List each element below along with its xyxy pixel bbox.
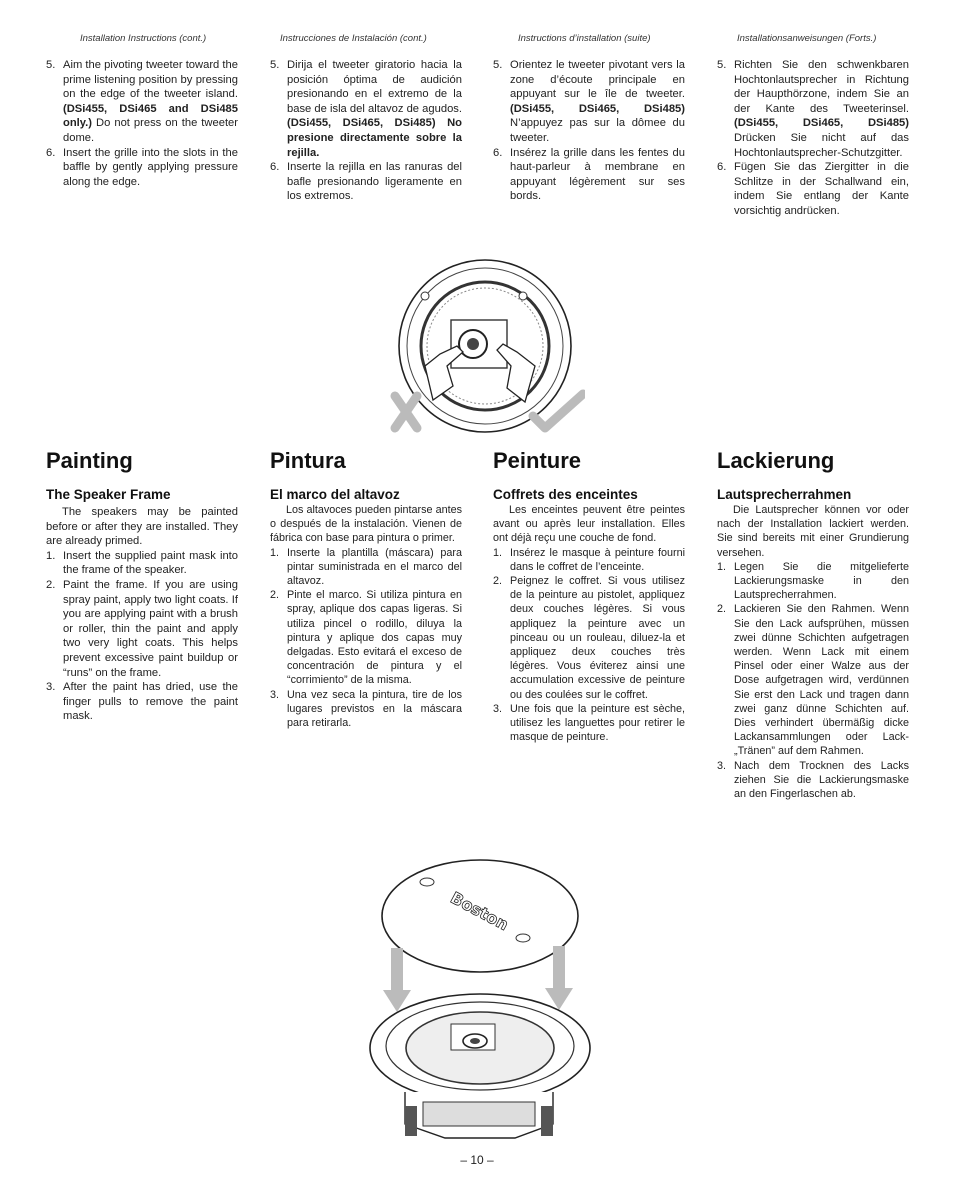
step-number: 3. xyxy=(493,702,503,715)
list-item xyxy=(717,602,909,758)
step-bold-text: (DSi455, DSi465 and DSi485 only.) xyxy=(63,102,238,130)
list-item xyxy=(46,680,238,724)
step-number: 1. xyxy=(493,546,503,559)
list-item xyxy=(46,58,238,146)
boston-logo: Boston xyxy=(447,888,512,935)
step-text: Dirija el tweeter giratorio hacia la posición óptima de audición presionando en el extremo de la base de isla del altavoz de agudos. xyxy=(287,59,462,115)
install-steps-en xyxy=(46,58,238,189)
subtitle-fr: Coffrets des enceintes xyxy=(493,487,638,502)
install-list-fr xyxy=(493,58,685,204)
list-item xyxy=(270,588,462,687)
subtitle-de: Lautsprecherrahmen xyxy=(717,487,852,502)
step-number: 1. xyxy=(717,560,727,573)
step-number: 6. xyxy=(270,161,280,174)
painting-es xyxy=(270,503,462,730)
step-text: After the paint has dried, use the finger pulls to remove the paint mask. xyxy=(63,681,238,723)
install-list-en xyxy=(46,58,238,189)
step-text: Una vez seca la pintura, tire de los lugares previstos en la máscara para retirarla. xyxy=(287,688,462,730)
step-number: 6. xyxy=(717,161,727,174)
list-item xyxy=(717,560,909,603)
painting-fr xyxy=(493,503,685,744)
step-text: Richten Sie den schwenkbaren Hochtonlautsprecher in Richtung der Haupthörzone, indem Sie an der Kante des Tweeterinsel. xyxy=(734,59,909,115)
step-text: Pinte el marco. Si utiliza pintura en spray, aplique dos capas ligeras. Si utiliza pincel o rodillo, diluya la pintura y aplique dos capas muy delgadas. Esto evitará el exceso de concentración de pintura y el “corrimiento” de la misma. xyxy=(287,589,462,687)
paint-steps-de xyxy=(717,560,909,801)
step-bold-text: (DSi455, DSi465, DSi485) xyxy=(510,102,685,115)
step-number: 6. xyxy=(46,146,56,159)
step-text: Orientez le tweeter pivotant vers la zone d’écoute principale en appuyant sur le île de tweeter. xyxy=(510,59,685,101)
title-fr: Peinture xyxy=(493,448,582,473)
grille-install-illustration xyxy=(365,856,595,1146)
list-item xyxy=(270,160,462,204)
step-text-tail: N’appuyez pas sur la dômee du tweeter. xyxy=(510,117,685,144)
list-item xyxy=(46,578,238,680)
list-item xyxy=(46,549,238,578)
step-text: Insérez le masque à peinture fourni dans le coffret de l’enceinte. xyxy=(510,546,685,573)
step-number: 5. xyxy=(717,59,727,71)
subtitle-en: The Speaker Frame xyxy=(46,487,171,502)
install-list-es xyxy=(270,58,462,204)
subtitle-es: El marco del altavoz xyxy=(270,487,400,502)
list-item xyxy=(717,58,909,160)
painting-de xyxy=(717,503,909,801)
install-steps-fr xyxy=(493,58,685,204)
step-number: 1. xyxy=(270,546,280,559)
step-number: 3. xyxy=(270,688,280,701)
list-item xyxy=(717,160,909,218)
title-es: Pintura xyxy=(270,448,346,473)
step-number: 3. xyxy=(46,681,56,694)
list-item xyxy=(493,574,685,702)
step-text: Inserte la rejilla en las ranuras del bafle presionando ligeramente en los extremos. xyxy=(287,161,462,203)
paint-steps-fr xyxy=(493,546,685,745)
step-text: Nach dem Trocknen des Lacks ziehen Sie die Lackierungsmaske an den Fingerlaschen ab. xyxy=(734,759,909,801)
install-steps-de xyxy=(717,58,909,219)
install-list-de xyxy=(717,58,909,219)
list-item xyxy=(270,688,462,731)
step-number: 2. xyxy=(46,578,56,591)
list-item xyxy=(270,58,462,160)
tweeter-aim-illustration xyxy=(385,256,585,436)
list-item xyxy=(717,759,909,802)
step-text: Insert the supplied paint mask into the frame of the speaker. xyxy=(63,549,238,577)
paint-steps-en xyxy=(46,549,238,724)
header-fr: Instructions d’installation (suite) xyxy=(518,33,651,44)
step-text: Legen Sie die mitgelieferte Lackierungsmaske in den Lautsprecherrahmen. xyxy=(734,560,909,602)
step-text: Inserte la plantilla (máscara) para pintar suministrada en el marco del altavoz. xyxy=(287,546,462,588)
step-text: Paint the frame. If you are using spray paint, apply two light coats. If you are applying paint with a brush or roller, thin the paint and apply two very light coats. This helps prevent excessive paint buildup or “runs” on the frame. xyxy=(63,578,238,679)
header-es: Instrucciones de Instalación (cont.) xyxy=(280,33,427,44)
step-text: Fügen Sie das Ziergitter in die Schlitze in der Schallwand ein, indem Sie entlang der Kante vorsichtig andrücken. xyxy=(734,161,909,217)
step-text-tail: Do not press on the tweeter dome. xyxy=(63,117,238,144)
step-number: 6. xyxy=(493,146,503,159)
list-item xyxy=(493,146,685,204)
step-text: Insérez la grille dans les fentes du haut-parleur à membrane en appuyant légèrement sur ses bords. xyxy=(510,146,685,203)
step-number: 3. xyxy=(717,759,727,772)
intro-de: Die Lautsprecher können vor oder nach der Installation lackiert werden. Sie sind bereits mit einer Grundierung versehen. xyxy=(717,504,909,559)
header-en: Installation Instructions (cont.) xyxy=(80,33,207,44)
install-steps-es xyxy=(270,58,462,204)
intro-en: The speakers may be painted before or after they are installed. They are already primed. xyxy=(46,506,238,548)
step-text: Une fois que la peinture est sèche, utilisez les languettes pour retirer le masque de peinture. xyxy=(510,702,685,744)
header-de: Installationsanweisungen (Forts.) xyxy=(737,33,877,44)
step-text: Aim the pivoting tweeter toward the prime listening position by pressing on the edge of the tweeter island. xyxy=(63,59,238,101)
step-number: 5. xyxy=(46,59,56,71)
step-text: Insert the grille into the slots in the baffle by gently applying pressure along the edge. xyxy=(63,146,238,188)
step-number: 2. xyxy=(270,589,280,602)
title-en: Painting xyxy=(46,448,133,473)
step-text-tail: Drücken Sie nicht auf das Hochtonlautsprecher-Schutzgitter. xyxy=(734,131,909,159)
step-number: 2. xyxy=(717,603,727,616)
list-item xyxy=(493,546,685,574)
list-item xyxy=(270,546,462,589)
step-text: Peignez le coffret. Si vous utilisez de la peinture au pistolet, appliquez deux couches légères. Si vous appliquez la peinture avec un pinceau ou un rouleau, diluez-la et appliquez deux couches très légères. Vous éviterez ainsi une accumulation excessive de peinture ou des coulées sur le coffret. xyxy=(510,575,685,701)
paint-steps-es xyxy=(270,546,462,731)
page-number: – 10 – xyxy=(460,1153,494,1167)
step-number: 1. xyxy=(46,549,56,562)
wrong-x-icon xyxy=(395,396,417,428)
step-number: 5. xyxy=(270,59,280,71)
title-de: Lackierung xyxy=(717,448,835,473)
step-number: 2. xyxy=(493,575,503,588)
painting-en xyxy=(46,505,238,724)
intro-es: Los altavoces pueden pintarse antes o después de la instalación. Vienen de fábrica con base para pintura o primer. xyxy=(270,504,462,545)
list-item xyxy=(46,146,238,190)
list-item xyxy=(493,702,685,745)
step-text: Lackieren Sie den Rahmen. Wenn Sie den Lack aufsprühen, müssen zwei dünne Schichten aufgetragen werden. Wenn Lack mit einem Pinsel oder einer Walze aus der Dose aufgetragen wird, verdünnen Sie erst den Lack und tragen dann zwei ganz dünne Schichten auf. Dies verhindert übermäßig dicke Lackansammlungen oder Lack-„Tränen” auf dem Rahmen. xyxy=(734,603,909,758)
list-item xyxy=(493,58,685,146)
intro-fr: Les enceintes peuvent être peintes avant ou après leur installation. Elles ont déjà reçu une couche de fond. xyxy=(493,504,685,545)
step-bold-text: (DSi455, DSi465, DSi485) xyxy=(734,117,909,130)
step-number: 5. xyxy=(493,59,503,71)
step-bold-text: (DSi455, DSi465, DSi485) No presione directamente sobre la rejilla. xyxy=(287,117,462,159)
